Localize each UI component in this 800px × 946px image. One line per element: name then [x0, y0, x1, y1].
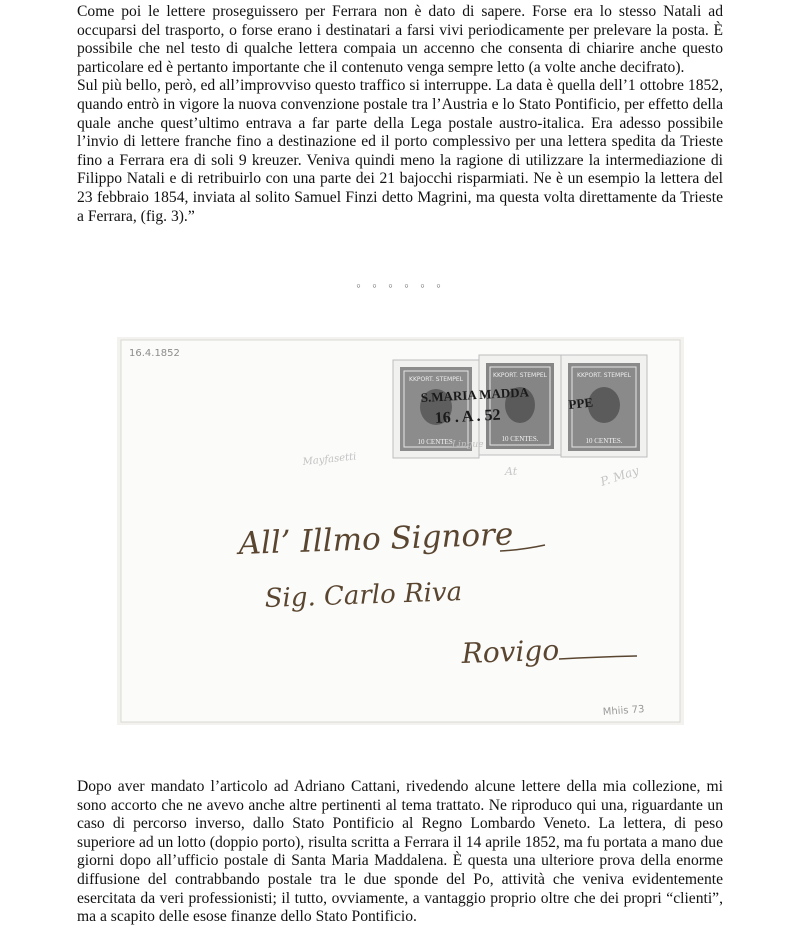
svg-text:KKPORT. STEMPEL: KKPORT. STEMPEL	[493, 372, 547, 379]
faint-mark-1: Mayfasetti	[302, 451, 357, 468]
svg-text:KKPORT. STEMPEL: KKPORT. STEMPEL	[409, 376, 463, 383]
svg-text:10 CENTES.: 10 CENTES.	[585, 437, 623, 445]
svg-text:S.MARIA MADDA: S.MARIA MADDA	[420, 384, 530, 405]
svg-text:10 CENTES.: 10 CENTES.	[417, 438, 455, 446]
paragraph-transport: Come poi le lettere proseguissero per Ferrara non è dato di sapere. Forse era lo stesso Natali ad occuparsi del trasporto, o forse erano i destinatari a farsi vivi periodicamente per prelevare la posta. È possibile che nel testo di qualche lettera compaia un accenno che consenta di chiarire anche questo particolare ed è pertanto importante che il contenuto venga sempre letto (a volte anche decifrato).	[77, 3, 723, 76]
section-separator: ◦ ◦ ◦ ◦ ◦ ◦	[355, 280, 445, 293]
stamp-middle	[479, 355, 561, 455]
address-line-2: Sig. Carlo Riva	[264, 577, 463, 614]
paragraph-reverse-route: Dopo aver mandato l’articolo ad Adriano Cattani, rivedendo alcune lettere della mia collezione, mi sono accorto che ne avevo anche altre pertinenti al tema trattato. Ne riproduco qui una, riguardante un caso di percorso inverso, dallo Stato Pontificio al Regno Lombardo Veneto. La lettera, di peso superiore ad un lotto (doppio porto), risulta scritta a Ferrara il 14 aprile 1852, ma fu portata a mano due giorni dopo all’ufficio postale di Santa Maria Maddalena. È questa una ulteriore prova della enorme diffusione del contrabbando postale tra le due sponde del Po, attività che veniva evidentemente esercitata da veri professionisti; il tutto, ovviamente, a vantaggio proprio oltre che dei propri “clienti”, ma a scapito delle esose finanze dello Stato Pontificio.	[77, 778, 723, 926]
address-line-3: Rovigo	[461, 633, 560, 670]
top-paragraphs	[77, 3, 723, 226]
faint-mark-3: At	[505, 465, 518, 478]
faint-mark-2: Lingue	[452, 440, 484, 450]
pencil-corner-note: Mhiis 73	[602, 704, 645, 718]
svg-text:16 . A . 52: 16 . A . 52	[434, 406, 501, 427]
bottom-paragraph	[77, 778, 723, 927]
pencil-date: 16.4.1852	[129, 348, 180, 359]
svg-text:10 CENTES.: 10 CENTES.	[501, 435, 539, 443]
address-line-1: All’ Illmo Signore	[238, 516, 514, 562]
letter-cover-image	[117, 337, 684, 725]
svg-text:KKPORT. STEMPEL: KKPORT. STEMPEL	[577, 372, 631, 379]
faint-mark-4: P. May	[598, 463, 641, 489]
paragraph-convention: Sul più bello, però, ed all’improvviso questo traffico si interruppe. La data è quella dell’1 ottobre 1852, quando entrò in vigore la nuova convenzione postale tra l’Austria e lo Stato Pontificio, per effetto della quale anche quest’ultimo entrava a far parte della Lega postale austro-italica. Era adesso possibile l’invio di lettere franche fino a destinazione ed il porto complessivo per una lettera spedita da Trieste fino a Ferrara era di soli 9 kreuzer. Veniva quindi meno la ragione di utilizzare la intermediazione di Filippo Natali e di retribuirlo con una parte dei 21 bajocchi risparmiati. Ne è un esempio la lettera del 23 febbraio 1854, inviata al solito Samuel Finzi detto Magrini, ma questa volta direttamente da Trieste a Ferrara, (fig. 3).”	[77, 77, 723, 225]
svg-text:PPE: PPE	[567, 394, 594, 412]
